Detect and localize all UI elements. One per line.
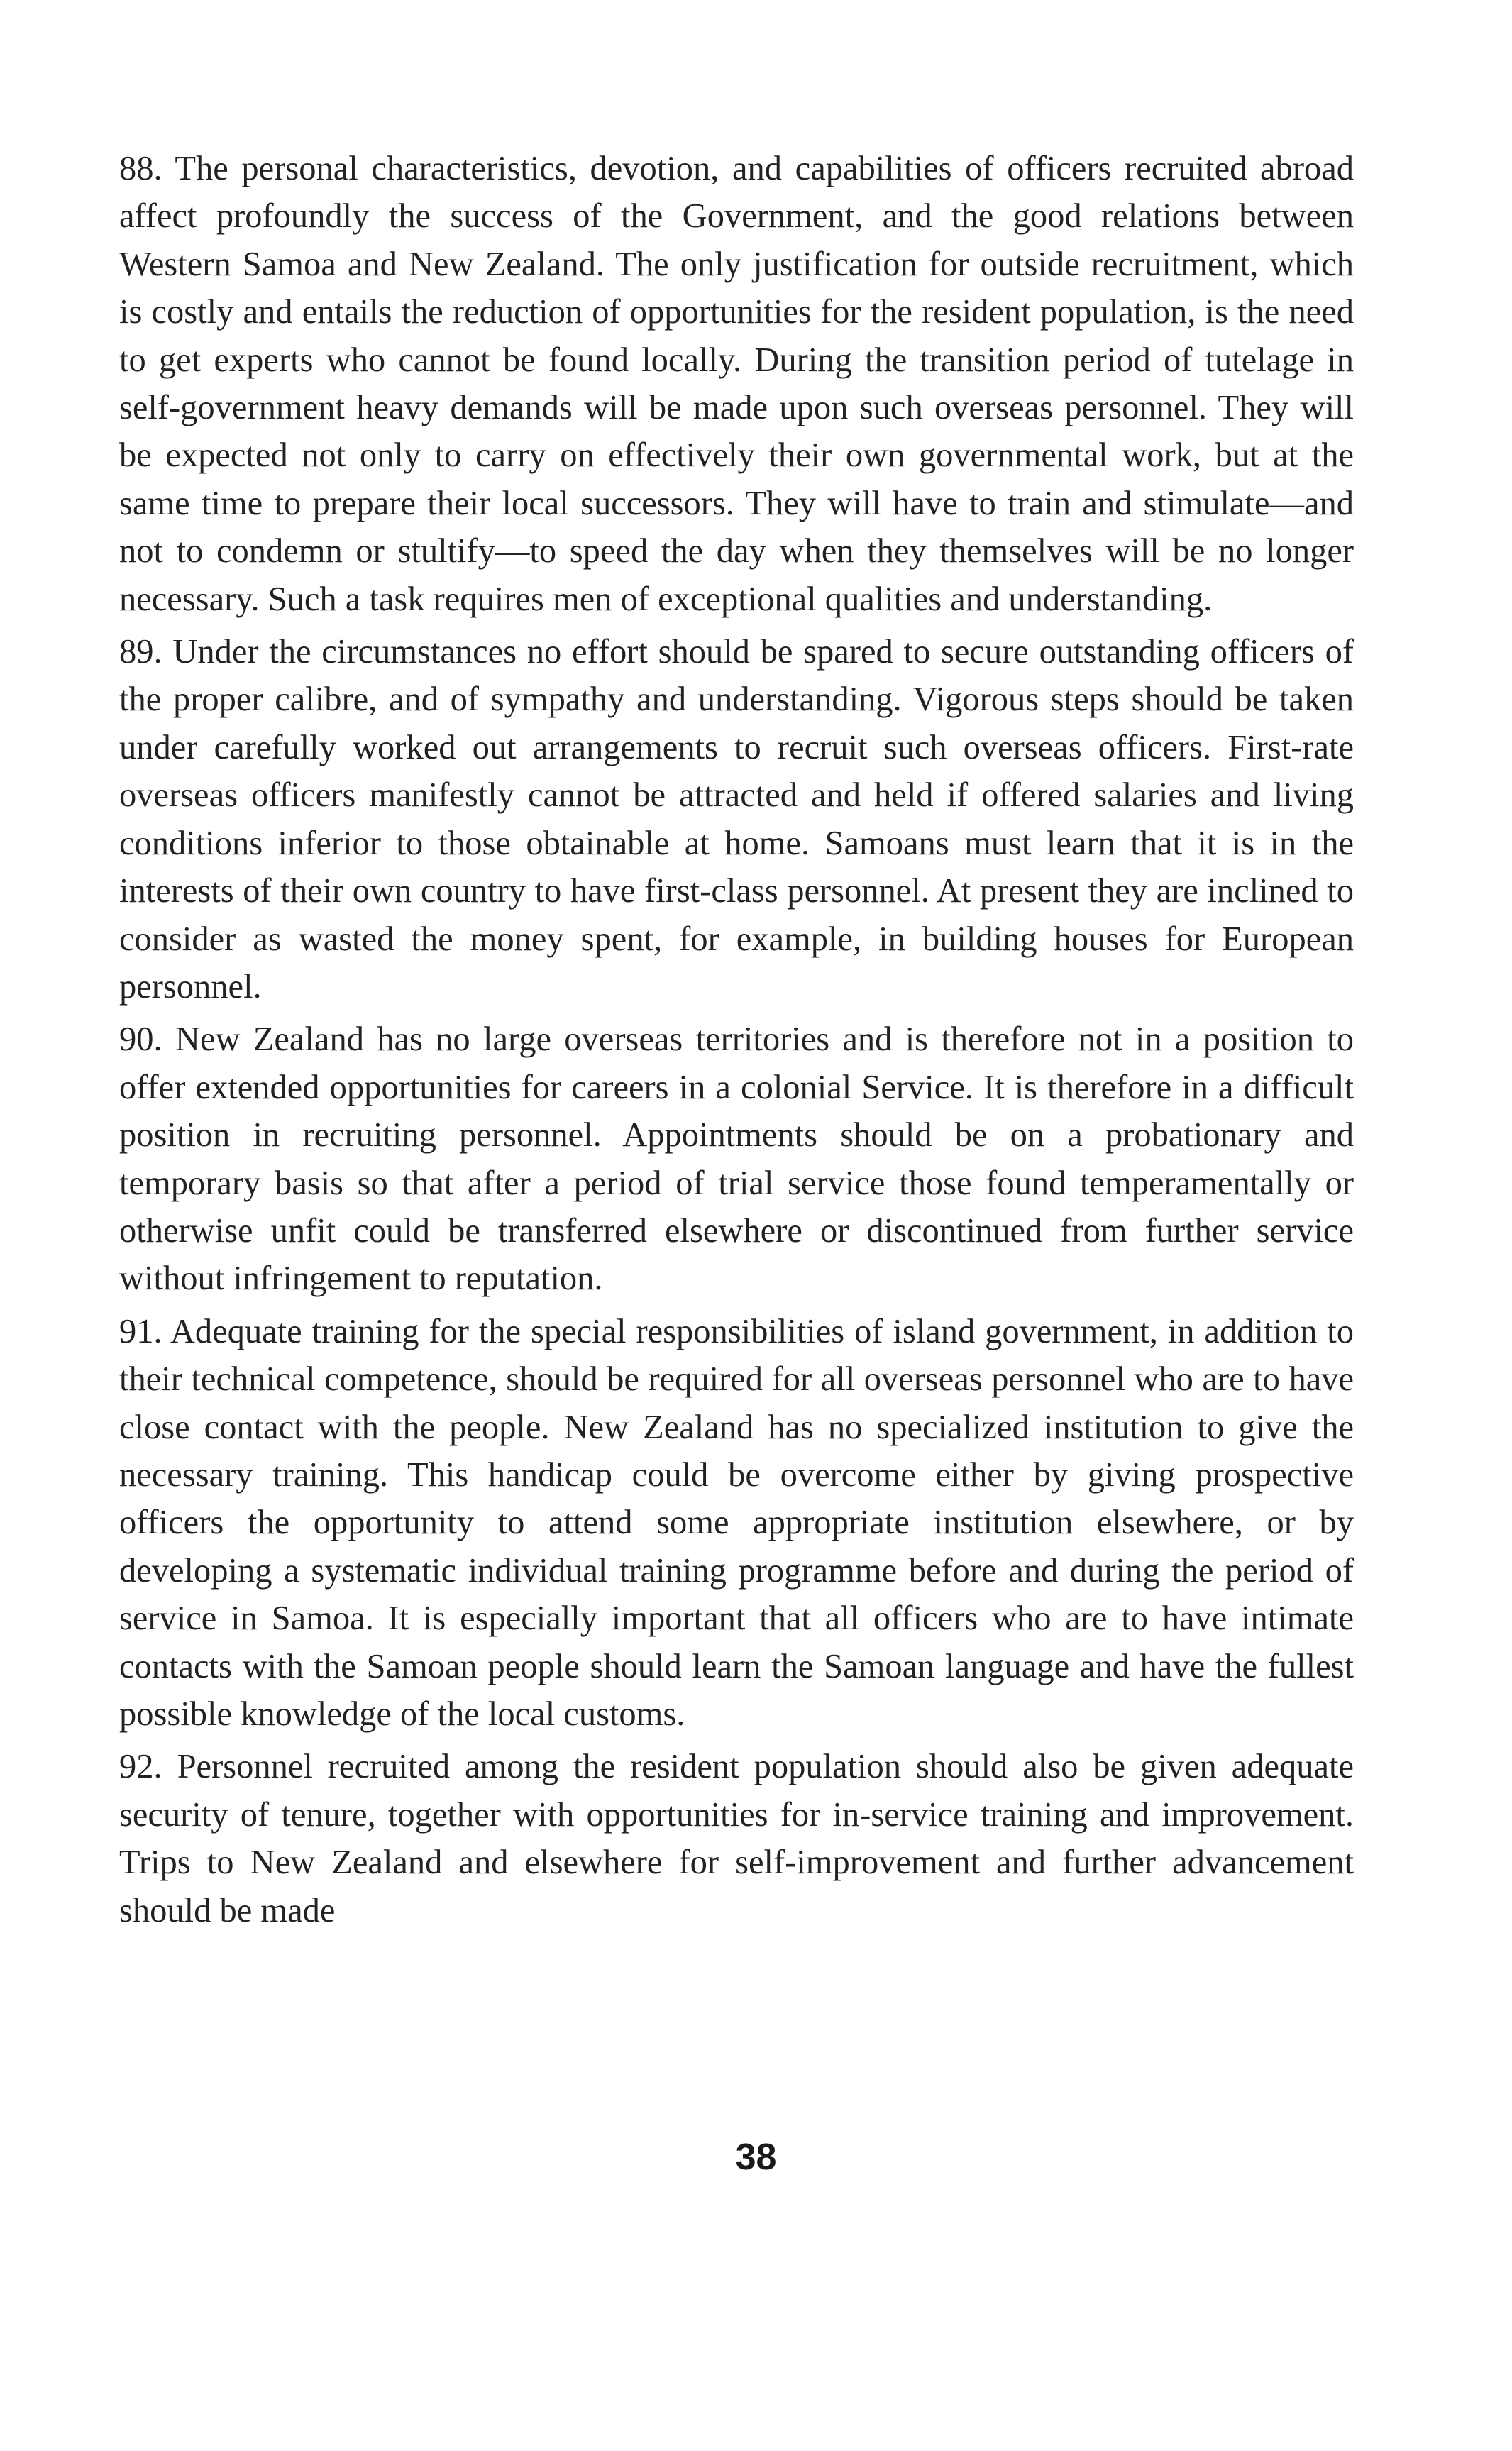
paragraph-text: The personal characteristics, devotion, and capabilities of officers recruited abroad affect profoundly the success of the Government, and the good relations between Western Samoa and New Zealand. The only justification for outside recruitment, which is costly and entails the reduction of opportunities for the resident population, is the need to get experts who cannot be found locally. During the transition period of tutelage in self-government heavy demands will be made upon such overseas personnel. They will be expected not only to carry on effectively their own governmental work, but at the same time to prepare their local successors. They will have to train and stimulate—and not to condemn or stultify—to speed the day when they themselves will be no longer necessary. Such a task requires men of exceptional qualities and understanding.	[119, 150, 1354, 618]
paragraph-number: 89.	[119, 633, 162, 671]
page-number: 38	[735, 2137, 777, 2178]
paragraph-text: Under the circumstances no effort should be spared to secure outstanding officers of the proper calibre, and of sympathy and understanding. Vigorous steps should be taken under carefully worked out arrangements to recruit such overseas officers. First-rate overseas officers manifestly cannot be attracted and held if offered salaries and living conditions inferior to those obtainable at home. Samoans must learn that it is in the interests of their own country to have first-class personnel. At present they are inclined to consider as wasted the money spent, for example, in building houses for European personnel.	[119, 633, 1354, 1006]
paragraph-number: 91.	[119, 1312, 162, 1350]
paragraph-number: 90.	[119, 1020, 162, 1059]
paragraph-number: 88.	[119, 150, 162, 187]
document-body	[119, 145, 1354, 1939]
paragraph-88	[119, 145, 1354, 623]
paragraph-text: New Zealand has no large overseas territories and is therefore not in a position to offer extended opportunities for careers in a colonial Service. It is therefore in a difficult position in recruiting personnel. Appointments should be on a probationary and temporary basis so that after a period of trial service those found temperamentally or otherwise unfit could be transferred elsewhere or discontinued from further service without infringement to reputation.	[119, 1020, 1354, 1298]
paragraph-number: 92.	[119, 1748, 162, 1786]
paragraph-text: Personnel recruited among the resident population should also be given adequate security of tenure, together with opportunities for in-service training and improvement. Trips to New Zealand and elsewhere for self-improvement and further advancement should be made	[119, 1748, 1354, 1929]
paragraph-91	[119, 1308, 1354, 1739]
paragraph-text: Adequate training for the special responsibilities of island government, in addition to their technical competence, should be required for all overseas personnel who are to have close contact with the people. New Zealand has no specialized institution to give the necessary training. This handicap could be overcome either by giving prospective officers the opportunity to attend some appropriate institution elsewhere, or by developing a systematic individual training programme before and during the period of service in Samoa. It is especially important that all officers who are to have intimate contacts with the Samoan people should learn the Samoan language and have the fullest possible knowledge of the local customs.	[119, 1312, 1354, 1733]
paragraph-89	[119, 628, 1354, 1010]
paragraph-92	[119, 1743, 1354, 1934]
paragraph-90	[119, 1015, 1354, 1302]
